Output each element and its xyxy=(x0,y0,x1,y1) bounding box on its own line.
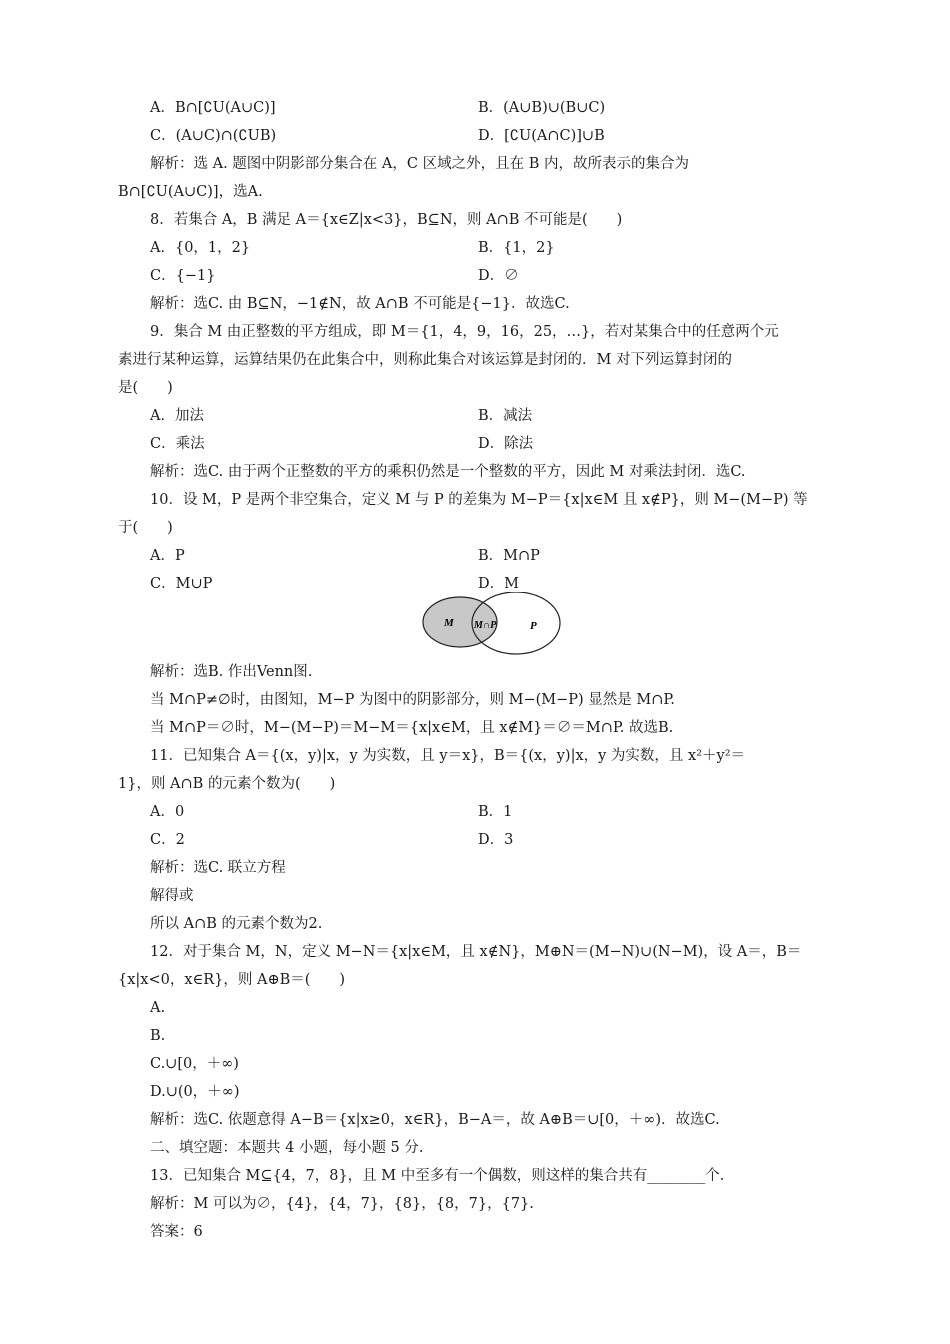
text-line: 答案：6 xyxy=(150,1224,203,1240)
text-line: 二、填空题：本题共 4 小题，每小题 5 分. xyxy=(150,1140,424,1156)
option-col2: B．{1，2} xyxy=(478,240,555,256)
text-line: A．0 xyxy=(150,804,185,820)
venn-label-mp: M∩P xyxy=(474,620,497,631)
option-col2: B．M∩P xyxy=(478,548,540,564)
text-line: 所以 A∩B 的元素个数为2. xyxy=(150,916,323,932)
text-line: C．(A∪C)∩(∁UB) xyxy=(150,128,277,144)
text-line: 解析：选C. 依题意得 A−B＝{x|x≥0，x∈R}，B−A＝，故 A⊕B＝∪[0，＋∞)．故选C. xyxy=(150,1112,720,1128)
text-line: 13．已知集合 M⊆{4，7，8}，且 M 中至多有一个偶数，则这样的集合共有________个. xyxy=(150,1168,725,1184)
text-line: 当 M∩P≠∅时，由图知，M−P 为图中的阴影部分，则 M−(M−P) 显然是 M∩P. xyxy=(150,692,675,708)
text-line: {x|x<0，x∈R}，则 A⊕B＝( ) xyxy=(118,972,346,988)
text-line: 11．已知集合 A＝{(x，y)|x，y 为实数，且 y＝x}，B＝{(x，y)|x，y 为实数，且 x²＋y²＝ xyxy=(150,748,746,764)
text-line: 于( ) xyxy=(118,520,173,536)
option-col2: D．除法 xyxy=(478,436,534,452)
text-line: B∩[∁U(A∪C)]，选A. xyxy=(118,184,263,200)
venn-label-p: P xyxy=(530,620,537,632)
text-line: C．M∪P xyxy=(150,576,213,592)
text-line: 当 M∩P＝∅时，M−(M−P)＝M−M＝{x|x∈M，且 x∉M}＝∅＝M∩P. 故选B. xyxy=(150,720,674,736)
option-col2: D．3 xyxy=(478,832,514,848)
text-line: A．B∩[∁U(A∪C)] xyxy=(150,100,276,116)
text-line: C．乘法 xyxy=(150,436,205,452)
text-line: D.∪(0，＋∞) xyxy=(150,1084,240,1100)
option-col2: B．减法 xyxy=(478,408,533,424)
text-line: 是( ) xyxy=(118,380,173,396)
text-line: 9．集合 M 由正整数的平方组成，即 M＝{1，4，9，16，25，…}，若对某集合中的任意两个元 xyxy=(150,324,779,340)
text-line: 12．对于集合 M，N，定义 M−N＝{x|x∈M，且 x∉N}，M⊕N＝(M−N)∪(N−M)，设 A＝，B＝ xyxy=(150,944,802,960)
venn-diagram xyxy=(418,592,568,658)
option-col2: D．M xyxy=(478,576,519,592)
text-line: 解析：选 A. 题图中阴影部分集合在 A，C 区域之外，且在 B 内，故所表示的集合为 xyxy=(150,156,689,172)
text-line: 素进行某种运算，运算结果仍在此集合中，则称此集合对该运算是封闭的．M 对下列运算封闭的 xyxy=(118,352,732,368)
text-line: C．{−1} xyxy=(150,268,216,284)
text-line: C．2 xyxy=(150,832,185,848)
text-line: 解析：选C. 联立方程 xyxy=(150,860,286,876)
text-line: 10．设 M，P 是两个非空集合，定义 M 与 P 的差集为 M−P＝{x|x∈M 且 x∉P}，则 M−(M−P) 等 xyxy=(150,492,808,508)
text-line: A．P xyxy=(150,548,185,564)
text-line: 解析：M 可以为∅，{4}，{4，7}，{8}，{8，7}，{7}. xyxy=(150,1196,534,1212)
text-line: A．{0，1，2} xyxy=(150,240,251,256)
text-line: 解析：选C. 由于两个正整数的平方的乘积仍然是一个整数的平方，因此 M 对乘法封闭．选C. xyxy=(150,464,746,480)
text-line: C.∪[0，＋∞) xyxy=(150,1056,239,1072)
text-line: 1}，则 A∩B 的元素个数为( ) xyxy=(118,776,336,792)
text-line: 解析：选B. 作出Venn图. xyxy=(150,664,313,680)
option-col2: B．(A∪B)∪(B∪C) xyxy=(478,100,606,116)
text-line: 解得或 xyxy=(150,888,194,904)
text-line: 8．若集合 A，B 满足 A＝{x∈Z|x<3}，B⊆N，则 A∩B 不可能是( ) xyxy=(150,212,623,228)
venn-label-m: M xyxy=(444,617,454,629)
text-line: A. xyxy=(150,1000,166,1016)
text-line: A．加法 xyxy=(150,408,204,424)
option-col2: D．∅ xyxy=(478,268,519,284)
text-line: B. xyxy=(150,1028,166,1044)
text-line: 解析：选C. 由 B⊆N，−1∉N，故 A∩B 不可能是{−1}．故选C. xyxy=(150,296,570,312)
option-col2: B．1 xyxy=(478,804,513,820)
option-col2: D．[∁U(A∩C)]∪B xyxy=(478,128,605,144)
